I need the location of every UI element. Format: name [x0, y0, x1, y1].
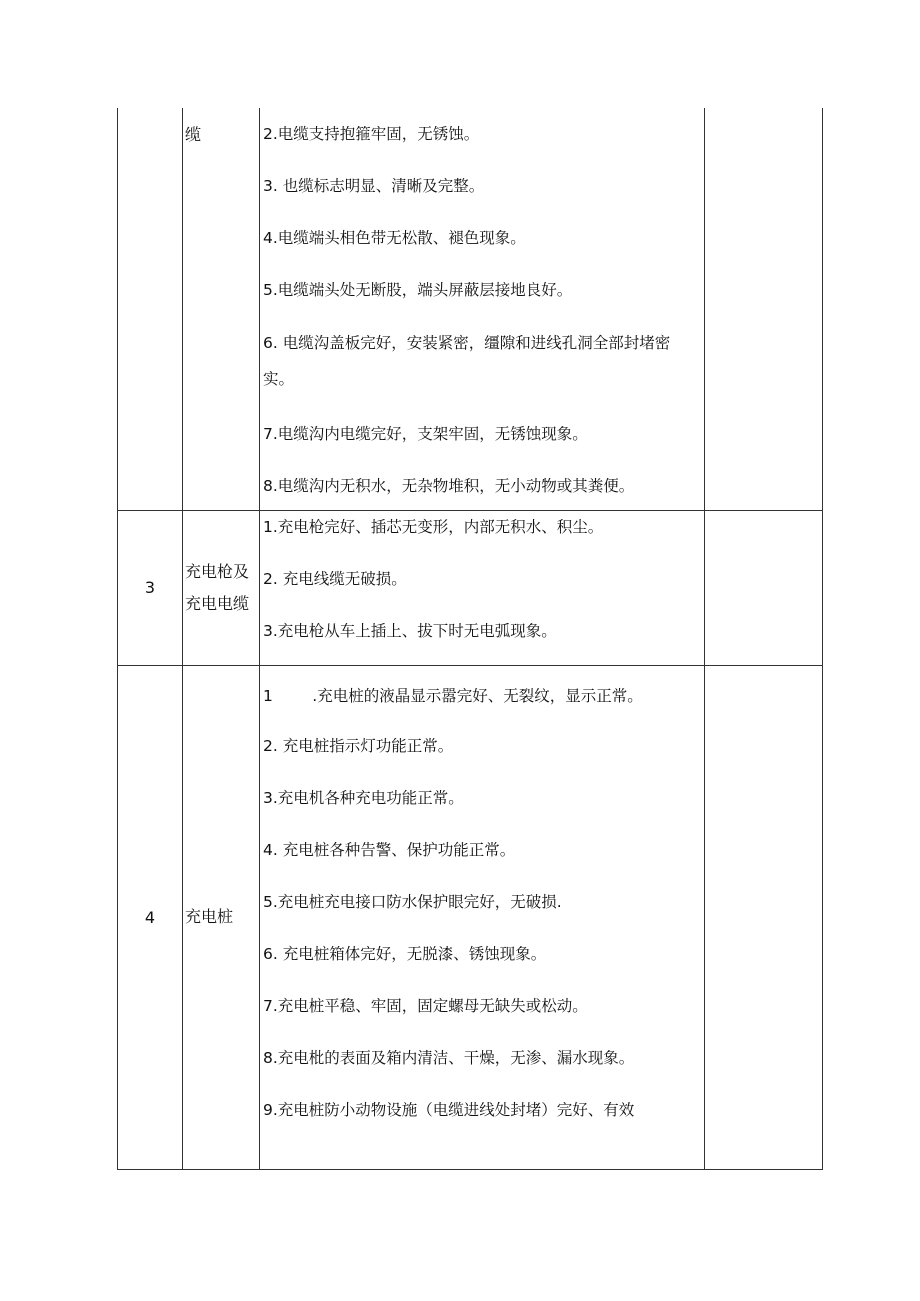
check-items-cell	[260, 108, 705, 510]
item-name-cell	[183, 108, 260, 510]
check-items-clip	[260, 666, 704, 1168]
list-item: 8.充电枇的表面及箱内清洁、干燥，无渗、漏水现象。	[263, 1048, 635, 1067]
check-items-list	[260, 511, 704, 644]
item-name: 充电桩	[185, 907, 234, 926]
item-name: 充电枪及充电电缆	[185, 561, 250, 613]
item-name-cell	[183, 510, 260, 665]
check-items-list	[260, 666, 704, 1127]
list-item: 3.充电枪从车上插上、拔下时无电弧现象。	[263, 621, 557, 640]
list-item: 4.电缆端头相色带无松散、褪色现象。	[263, 229, 526, 247]
table-row	[118, 108, 823, 510]
list-item: 7.电缆沟内电缆完好，支架牢固，无锈蚀现象。	[263, 425, 588, 443]
item-name-cell	[183, 665, 260, 1169]
list-item: 1 .充电桩的液晶显示嚣完好、无裂纹，显示正常。	[263, 686, 643, 705]
row-number-cell	[118, 108, 183, 510]
remarks-cell	[705, 665, 823, 1169]
list-item: 9.充电桩防小动物设施（电缆进线处封堵）完好、有效	[263, 1100, 635, 1119]
list-item: 5.电缆端头处无断股，端头屏蔽层接地良好。	[263, 281, 573, 299]
check-items-cell	[260, 665, 705, 1169]
list-item: 6. 充电桩箱体完好，无脱漆、锈蚀现象。	[263, 944, 547, 963]
list-item: 2. 充电桩指示灯功能正常。	[263, 736, 454, 755]
row-number-cell	[118, 665, 183, 1169]
table-row	[118, 510, 823, 665]
table-row	[118, 665, 823, 1169]
list-item: 6. 电缆沟盖板完好，安装紧密，缰隙和进线孔洞全部封堵密实。	[263, 334, 671, 388]
list-item: 8.电缆沟内无积水，无杂物堆积，无小动物或其粪便。	[263, 477, 635, 495]
list-item: 7.充电桩平稳、牢固，固定螺母无缺失或松动。	[263, 996, 588, 1015]
item-name: 缆	[185, 125, 202, 144]
list-item: 3.充电机各种充电功能正常。	[263, 788, 464, 807]
check-items-list	[260, 108, 704, 499]
row-number: 4	[144, 907, 156, 927]
list-item: 3. 也缆标志明显、清晰及完整。	[263, 177, 485, 195]
inspection-table	[117, 108, 823, 1170]
remarks-cell	[705, 108, 823, 510]
row-number-cell	[118, 510, 183, 665]
list-item: 4. 充电桩各种告警、保护功能正常。	[263, 840, 516, 859]
list-item: 2.电缆支持抱箍牢固，无锈蚀。	[263, 125, 480, 143]
list-item: 1.充电枪完好、插芯无变形，内部无积水、积尘。	[263, 517, 604, 536]
list-item: 5.充电桩充电接口防水保护眼完好，无破损.	[263, 892, 562, 911]
check-items-cell	[260, 510, 705, 665]
remarks-cell	[705, 510, 823, 665]
list-item: 2. 充电线缆无破损。	[263, 569, 407, 588]
row-number: 3	[144, 578, 156, 597]
